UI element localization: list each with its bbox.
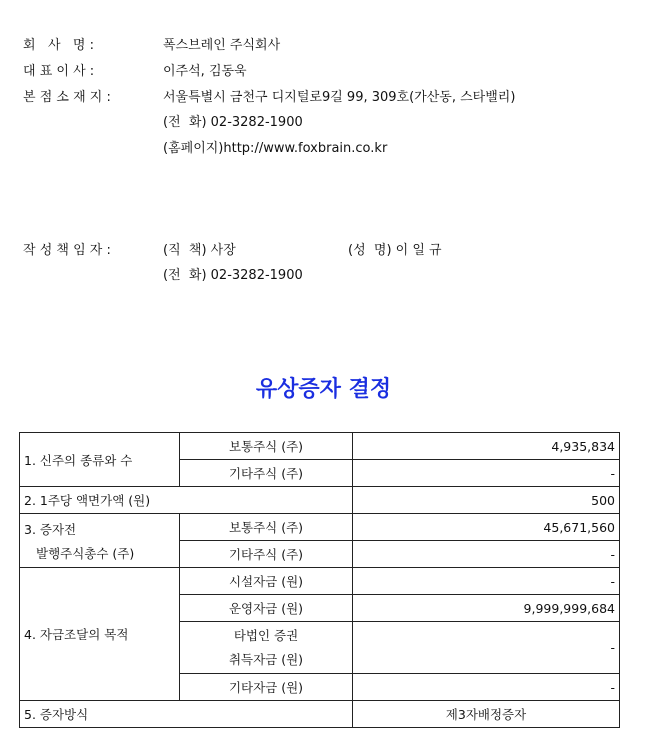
value: 45,671,560 (353, 514, 620, 541)
value: 4,935,834 (353, 433, 620, 460)
page-title: 유상증자 결정 (255, 376, 392, 402)
ceo-row (23, 62, 247, 82)
capital-increase-table (19, 432, 620, 728)
label-line: 취득자금 (원) (228, 651, 304, 667)
row-label (20, 514, 180, 568)
homepage: (홈페이지)http://www.foxbrain.co.kr (163, 141, 388, 156)
label-line: 3. 증자전 (24, 521, 77, 537)
writer-row (23, 241, 442, 261)
label-line: 타법인 증권 (233, 627, 299, 643)
value: - (353, 622, 620, 674)
label: 본 점 소 재 지 : (23, 90, 111, 105)
table-row (20, 568, 620, 595)
table-row (20, 487, 620, 514)
label: 대 표 이 사 : (23, 64, 95, 79)
sub-label: 보통주식 (주) (180, 514, 353, 541)
label: 작 성 책 임 자 : (23, 243, 111, 258)
sub-label: 보통주식 (주) (180, 433, 353, 460)
writer-phone: (전 화) 02-3282-1900 (163, 268, 303, 283)
row-label: 5. 증자방식 (20, 701, 353, 728)
company-name-row (23, 36, 281, 56)
sub-label: 시설자금 (원) (180, 568, 353, 595)
sub-label: 기타주식 (주) (180, 460, 353, 487)
writer-name: (성 명) 이 일 규 (348, 243, 442, 258)
value: - (353, 460, 620, 487)
address: 서울특별시 금천구 디지털로9길 99, 309호(가산동, 스타밸리) (163, 90, 516, 105)
table-row (20, 433, 620, 460)
company-name: 폭스브레인 주식회사 (163, 38, 281, 53)
sub-label: 운영자금 (원) (180, 595, 353, 622)
row-label: 1. 신주의 종류와 수 (20, 433, 180, 487)
address-row (23, 88, 516, 108)
sub-label: 기타자금 (원) (180, 674, 353, 701)
label-line: 발행주식총수 (주) (36, 545, 135, 561)
writer-title: (직 책) 사장 (163, 243, 236, 258)
label: 회 사 명 : (23, 38, 94, 53)
value: - (353, 568, 620, 595)
phone: (전 화) 02-3282-1900 (163, 115, 303, 130)
value: - (353, 541, 620, 568)
value: 9,999,999,684 (353, 595, 620, 622)
table-row (20, 701, 620, 728)
table-row (20, 514, 620, 541)
value: 500 (353, 487, 620, 514)
value: 제3자배정증자 (353, 701, 620, 728)
row-label: 4. 자금조달의 목적 (20, 568, 180, 701)
row-label: 2. 1주당 액면가액 (원) (20, 487, 353, 514)
sub-label: 기타주식 (주) (180, 541, 353, 568)
sub-label (180, 622, 353, 674)
ceo: 이주석, 김동욱 (163, 64, 247, 79)
value: - (353, 674, 620, 701)
